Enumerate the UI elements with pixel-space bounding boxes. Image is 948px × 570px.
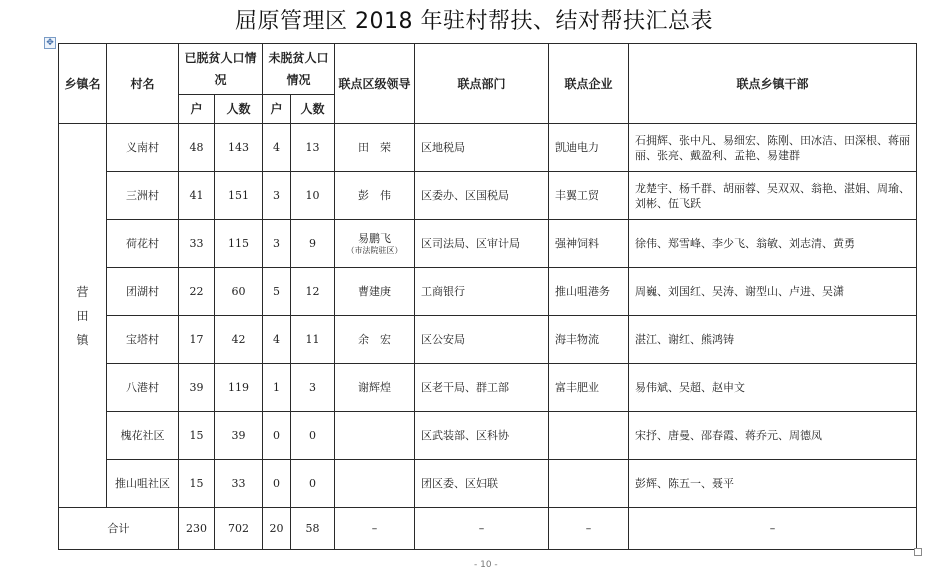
leader-name: 曹建庚 <box>358 285 391 298</box>
dept-cell: 区地税局 <box>415 124 549 172</box>
header-leader: 联点区级领导 <box>335 44 415 124</box>
village-name: 义南村 <box>107 124 179 172</box>
total-not-lifted-households: 20 <box>263 508 291 550</box>
cadres-cell: 湛江、谢红、熊鸿铸 <box>629 316 917 364</box>
town-name: 营田镇 <box>76 284 89 347</box>
total-leader: – <box>335 508 415 550</box>
summary-table <box>58 43 917 550</box>
total-dept: – <box>415 508 549 550</box>
lifted-people: 42 <box>215 316 263 364</box>
enterprise-cell <box>549 460 629 508</box>
lifted-people: 143 <box>215 124 263 172</box>
leader-cell <box>335 268 415 316</box>
lifted-people: 151 <box>215 172 263 220</box>
not-lifted-households: 4 <box>263 316 291 364</box>
not-lifted-households: 3 <box>263 220 291 268</box>
header-not-people: 人数 <box>291 95 335 124</box>
not-lifted-people: 3 <box>291 364 335 412</box>
leader-name: 彭 伟 <box>358 189 391 202</box>
not-lifted-households: 0 <box>263 460 291 508</box>
table-move-handle-icon[interactable]: ✥ <box>44 37 56 49</box>
leader-cell <box>335 124 415 172</box>
table-row <box>59 220 917 268</box>
page-title: 屈原管理区 2018 年驻村帮扶、结对帮扶汇总表 <box>235 9 713 34</box>
lifted-households: 15 <box>179 412 215 460</box>
leader-name: 谢辉煌 <box>358 381 391 394</box>
leader-name: 田 荣 <box>358 141 391 154</box>
total-lifted-households: 230 <box>179 508 215 550</box>
lifted-households: 41 <box>179 172 215 220</box>
leader-cell <box>335 220 415 268</box>
lifted-people: 39 <box>215 412 263 460</box>
enterprise-cell: 推山咀港务 <box>549 268 629 316</box>
dept-cell: 区武装部、区科协 <box>415 412 549 460</box>
dept-cell: 区老干局、群工部 <box>415 364 549 412</box>
table-row <box>59 124 917 172</box>
not-lifted-people: 13 <box>291 124 335 172</box>
header-not-lifted: 未脱贫人口情况 <box>263 44 335 95</box>
enterprise-cell: 丰翼工贸 <box>549 172 629 220</box>
total-lifted-people: 702 <box>215 508 263 550</box>
header-village: 村名 <box>107 44 179 124</box>
lifted-people: 60 <box>215 268 263 316</box>
lifted-households: 17 <box>179 316 215 364</box>
header-dept: 联点部门 <box>415 44 549 124</box>
not-lifted-people: 12 <box>291 268 335 316</box>
page-number: - 10 - <box>474 560 498 570</box>
table-row <box>59 316 917 364</box>
leader-cell <box>335 172 415 220</box>
village-name: 荷花村 <box>107 220 179 268</box>
lifted-people: 115 <box>215 220 263 268</box>
header-town: 乡镇名 <box>59 44 107 124</box>
total-enterprise: – <box>549 508 629 550</box>
village-name: 八港村 <box>107 364 179 412</box>
leader-note: （市法院驻区） <box>346 246 403 255</box>
cadres-cell: 彭辉、陈五一、聂平 <box>629 460 917 508</box>
village-name: 三洲村 <box>107 172 179 220</box>
table-resize-handle[interactable] <box>914 548 922 556</box>
leader-name: 易鹏飞 <box>358 232 391 245</box>
cadres-cell: 龙楚宇、杨千群、胡丽蓉、吴双双、翁艳、湛娟、周瑜、刘彬、伍飞跃 <box>629 172 917 220</box>
not-lifted-people: 9 <box>291 220 335 268</box>
dept-cell: 区委办、区国税局 <box>415 172 549 220</box>
not-lifted-households: 0 <box>263 412 291 460</box>
table-row <box>59 412 917 460</box>
enterprise-cell: 强神饲料 <box>549 220 629 268</box>
dept-cell: 区司法局、区审计局 <box>415 220 549 268</box>
lifted-households: 48 <box>179 124 215 172</box>
not-lifted-households: 4 <box>263 124 291 172</box>
header-cadres: 联点乡镇干部 <box>629 44 917 124</box>
dept-cell: 区公安局 <box>415 316 549 364</box>
cadres-cell: 石拥辉、张中凡、易细宏、陈刚、田冰洁、田深根、蒋丽丽、张亮、戴盈利、孟艳、易建群 <box>629 124 917 172</box>
cadres-cell: 宋抒、唐曼、邵春霞、蒋乔元、周德凤 <box>629 412 917 460</box>
not-lifted-people: 0 <box>291 412 335 460</box>
enterprise-cell: 凯迪电力 <box>549 124 629 172</box>
enterprise-cell: 富丰肥业 <box>549 364 629 412</box>
table-row <box>59 364 917 412</box>
not-lifted-people: 11 <box>291 316 335 364</box>
not-lifted-households: 1 <box>263 364 291 412</box>
leader-name: 余 宏 <box>358 333 391 346</box>
header-lifted-people: 人数 <box>215 95 263 124</box>
lifted-households: 22 <box>179 268 215 316</box>
enterprise-cell: 海丰物流 <box>549 316 629 364</box>
leader-cell <box>335 316 415 364</box>
total-label: 合计 <box>59 508 179 550</box>
header-lifted-hh: 户 <box>179 95 215 124</box>
not-lifted-households: 5 <box>263 268 291 316</box>
header-lifted: 已脱贫人口情况 <box>179 44 263 95</box>
leader-cell <box>335 364 415 412</box>
town-name-cell <box>59 124 107 508</box>
lifted-households: 33 <box>179 220 215 268</box>
lifted-people: 33 <box>215 460 263 508</box>
total-row <box>59 508 917 550</box>
village-name: 槐花社区 <box>107 412 179 460</box>
lifted-households: 39 <box>179 364 215 412</box>
enterprise-cell <box>549 412 629 460</box>
cadres-cell: 徐伟、郑雪峰、李少飞、翁敏、刘志清、黄勇 <box>629 220 917 268</box>
header-not-hh: 户 <box>263 95 291 124</box>
cadres-cell: 周巍、刘国红、吴涛、谢型山、卢进、吴潇 <box>629 268 917 316</box>
not-lifted-people: 0 <box>291 460 335 508</box>
cadres-cell: 易伟斌、吴超、赵申文 <box>629 364 917 412</box>
dept-cell: 团区委、区妇联 <box>415 460 549 508</box>
total-not-lifted-people: 58 <box>291 508 335 550</box>
leader-cell <box>335 412 415 460</box>
leader-cell <box>335 460 415 508</box>
not-lifted-people: 10 <box>291 172 335 220</box>
lifted-households: 15 <box>179 460 215 508</box>
table-row <box>59 460 917 508</box>
header-enterprise: 联点企业 <box>549 44 629 124</box>
not-lifted-households: 3 <box>263 172 291 220</box>
lifted-people: 119 <box>215 364 263 412</box>
dept-cell: 工商银行 <box>415 268 549 316</box>
village-name: 团湖村 <box>107 268 179 316</box>
table-row <box>59 268 917 316</box>
village-name: 宝塔村 <box>107 316 179 364</box>
table-row <box>59 172 917 220</box>
village-name: 推山咀社区 <box>107 460 179 508</box>
total-cadres: – <box>629 508 917 550</box>
